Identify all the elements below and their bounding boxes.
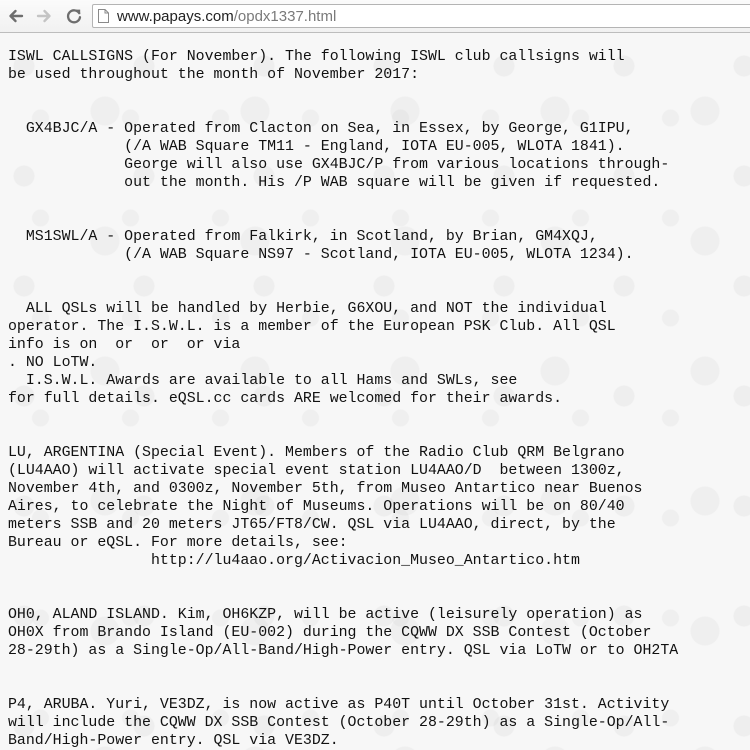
text-line: OH0, ALAND ISLAND. Kim, OH6KZP, will be active (leisurely operation) as — [8, 607, 643, 623]
text-line: George will also use GX4BJC/P from various locations through- — [8, 157, 670, 173]
text-line — [8, 192, 750, 210]
text-line: November 4th, and 0300z, November 5th, from Museo Antartico near Buenos — [8, 481, 643, 497]
reload-button[interactable] — [62, 4, 86, 28]
text-line: ISWL CALLSIGNS (For November). The following ISWL club callsigns will — [8, 49, 625, 65]
reload-icon — [65, 7, 83, 25]
text-line — [8, 588, 750, 606]
back-arrow-icon — [7, 7, 25, 25]
text-line: for full details. eQSL.cc cards ARE welcomed for their awards. — [8, 391, 563, 407]
text-line: I.S.W.L. Awards are available to all Hams and SWLs, see — [8, 373, 518, 389]
text-line: http://lu4aao.org/Activacion_Museo_Antartico.htm — [8, 553, 580, 569]
text-line: be used throughout the month of November 2017: — [8, 67, 420, 83]
text-line: MS1SWL/A - Operated from Falkirk, in Scotland, by Brian, GM4XQJ, — [8, 229, 598, 245]
text-line: Bureau or eQSL. For more details, see: — [8, 535, 348, 551]
text-line: will include the CQWW DX SSB Contest (October 28-29th) as a Single-Op/All- — [8, 715, 670, 731]
text-line: . NO LoTW. — [8, 355, 98, 371]
text-line — [8, 264, 750, 282]
text-line: 28-29th) as a Single-Op/All-Band/High-Power entry. QSL via LoTW or to OH2TA — [8, 643, 679, 659]
url-text — [117, 8, 336, 25]
text-line: operator. The I.S.W.L. is a member of the European PSK Club. All QSL — [8, 319, 616, 335]
back-button[interactable] — [4, 4, 28, 28]
text-line: LU, ARGENTINA (Special Event). Members of the Radio Club QRM Belgrano — [8, 445, 625, 461]
text-line: (/A WAB Square NS97 - Scotland, IOTA EU-005, WLOTA 1234). — [8, 247, 634, 263]
text-line: P4, ARUBA. Yuri, VE3DZ, is now active as P40T until October 31st. Activity — [8, 697, 670, 713]
text-line: out the month. His /P WAB square will be given if requested. — [8, 175, 661, 191]
text-line: (LU4AAO) will activate special event station LU4AAO/D between 1300z, — [8, 463, 625, 479]
text-line — [8, 660, 750, 678]
text-line: Aires, to celebrate the Night of Museums. Operations will be on 80/40 — [8, 499, 625, 515]
text-line: (/A WAB Square TM11 - England, IOTA EU-005, WLOTA 1841). — [8, 139, 625, 155]
text-line — [8, 210, 750, 228]
bulletin-text — [0, 33, 750, 750]
page-content — [0, 33, 750, 750]
text-line: meters SSB and 20 meters JT65/FT8/CW. QSL via LU4AAO, direct, by the — [8, 517, 616, 533]
text-line: GX4BJC/A - Operated from Clacton on Sea, in Essex, by George, G1IPU, — [8, 121, 634, 137]
url-host: www.papays.com — [117, 7, 234, 25]
browser-toolbar — [0, 0, 750, 33]
forward-arrow-icon — [35, 7, 53, 25]
text-line — [8, 570, 750, 588]
text-line — [8, 102, 750, 120]
text-line — [8, 408, 750, 426]
text-line: OH0X from Brando Island (EU-002) during the CQWW DX SSB Contest (October — [8, 625, 652, 641]
text-line: ALL QSLs will be handled by Herbie, G6XOU, and NOT the individual — [8, 301, 607, 317]
text-line — [8, 426, 750, 444]
forward-button[interactable] — [32, 4, 56, 28]
url-path: /opdx1337.html — [233, 7, 337, 25]
text-line — [8, 678, 750, 696]
text-line: Band/High-Power entry. QSL via VE3DZ. — [8, 733, 339, 749]
page-icon — [98, 9, 109, 23]
address-bar[interactable] — [92, 4, 750, 28]
text-line — [8, 84, 750, 102]
text-line: info is on or or or via — [8, 337, 241, 353]
text-line — [8, 282, 750, 300]
